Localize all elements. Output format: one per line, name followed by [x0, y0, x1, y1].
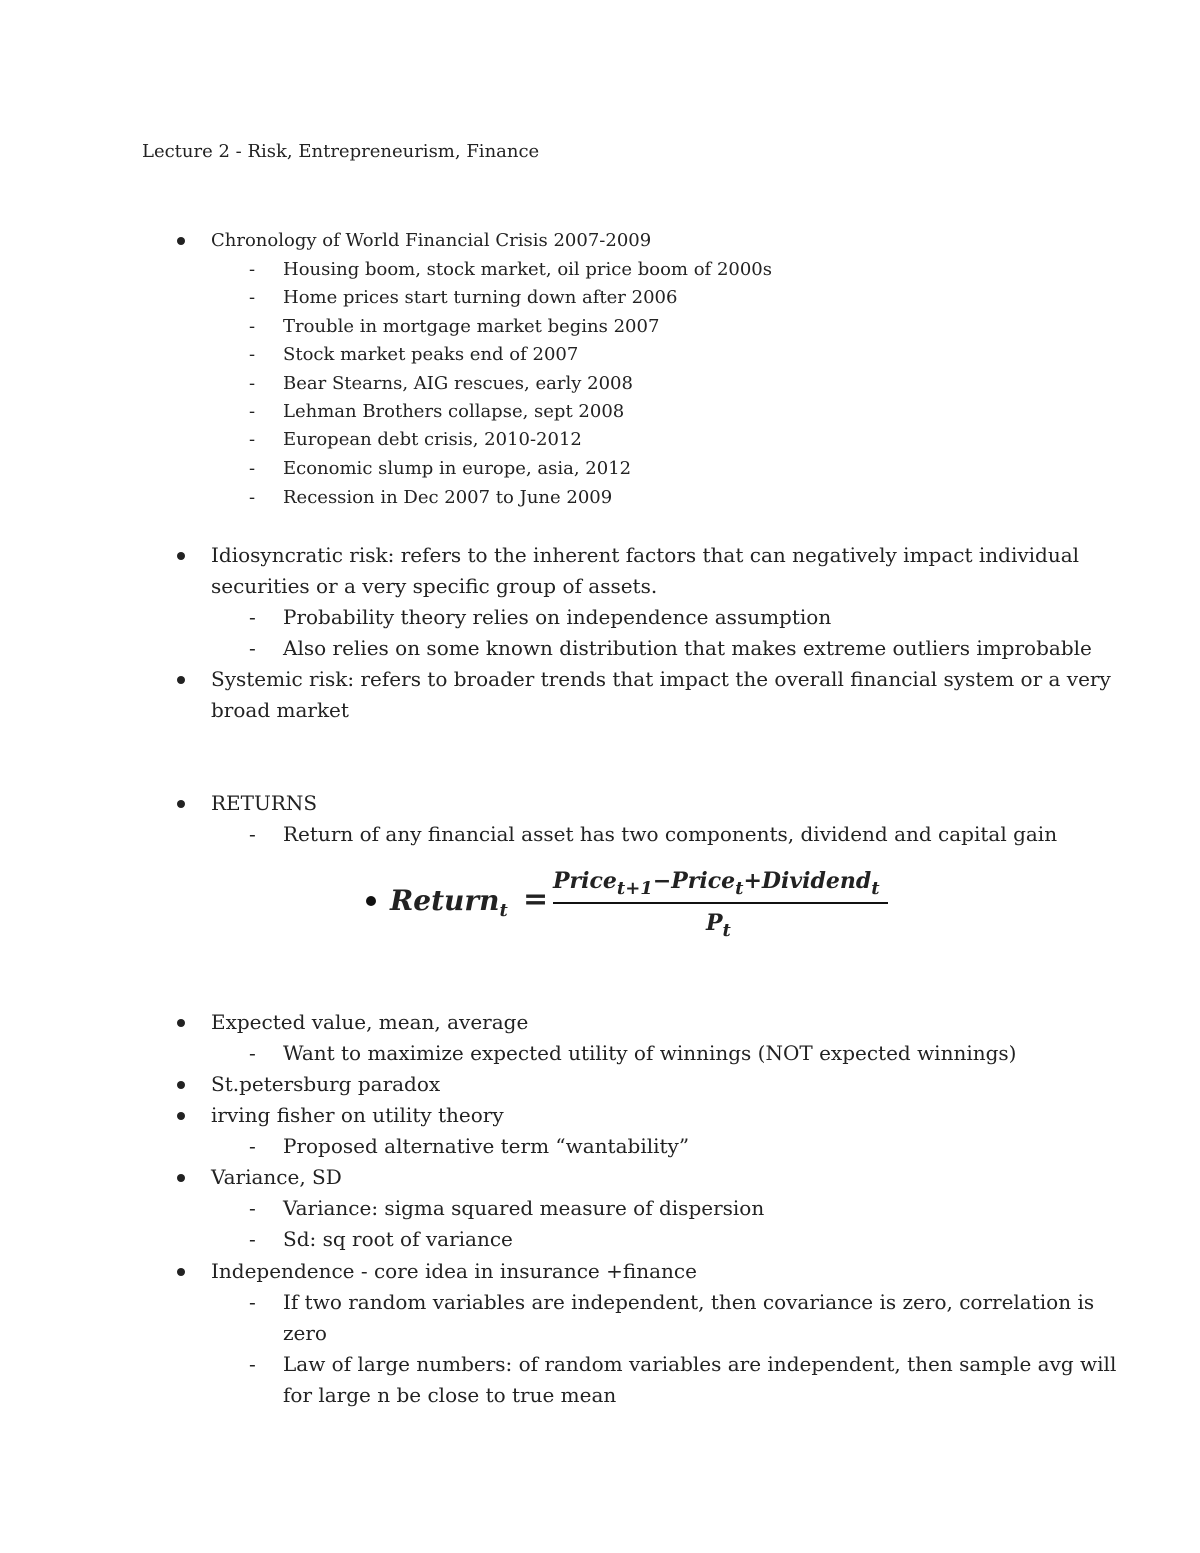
bullet-continuation	[211, 695, 349, 726]
bullet-text: Systemic risk: refers to broader trends that impact the overall financial system or a very	[211, 667, 1111, 691]
list-item-text: If two random variables are independent, then covariance is zero, correlation is	[283, 1290, 1095, 1314]
dash-marker: -	[249, 1041, 256, 1065]
dash-marker: -	[249, 822, 256, 846]
dash-marker: -	[249, 1196, 256, 1220]
list-item-text: zero	[283, 1321, 327, 1345]
dash-marker: -	[249, 287, 256, 308]
dash-marker: -	[249, 1134, 256, 1158]
list-item	[249, 453, 632, 484]
list-item-text: Trouble in mortgage market begins 2007	[283, 316, 660, 337]
bullet-dot	[177, 1174, 185, 1182]
list-item	[249, 633, 1092, 664]
dash-marker: -	[249, 1290, 256, 1314]
bullet-text: broad market	[211, 698, 349, 722]
bullet-dot	[177, 676, 185, 684]
bullet-text: Variance, SD	[211, 1165, 342, 1189]
bullet-dot	[177, 1268, 185, 1276]
bullet-returns	[211, 788, 317, 819]
list-item-text: Sd: sq root of variance	[283, 1227, 513, 1251]
page-title: Lecture 2 - Risk, Entrepreneurism, Finance	[142, 141, 540, 162]
bullet-text: Chronology of World Financial Crisis 2007-2009	[211, 230, 652, 251]
bullet-text: St.petersburg paradox	[211, 1072, 441, 1096]
bullet-systemic	[211, 664, 1111, 695]
bullet-continuation	[211, 571, 657, 602]
list-item	[249, 339, 579, 370]
bullet-text: Independence - core idea in insurance +finance	[211, 1259, 697, 1283]
dash-marker: -	[249, 1352, 256, 1376]
list-item-text: for large n be close to true mean	[283, 1383, 617, 1407]
bullet-dot	[177, 237, 185, 245]
bullet-variance	[211, 1162, 342, 1193]
list-item-text: Law of large numbers: of random variables are independent, then sample avg will	[283, 1352, 1117, 1376]
dash-marker: -	[249, 605, 256, 629]
list-item	[249, 819, 1058, 850]
bullet-st-petersburg	[211, 1069, 440, 1100]
list-item	[249, 311, 660, 342]
dash-marker: -	[249, 636, 256, 660]
bullet-dot	[177, 800, 185, 808]
list-item-text: Proposed alternative term “wantability”	[283, 1134, 690, 1158]
list-item	[249, 1349, 1117, 1380]
list-item	[249, 602, 832, 633]
bullet-independence	[211, 1256, 697, 1287]
list-item	[249, 1224, 513, 1255]
bullet-text: Idiosyncratic risk: refers to the inherent factors that can negatively impact individual	[211, 543, 1080, 567]
bullet-chronology	[211, 225, 651, 256]
bullet-dot	[177, 1081, 185, 1089]
formula-bullet-dot	[366, 896, 376, 906]
formula-lhs: Return$_t$	[390, 884, 508, 921]
dash-marker: -	[249, 401, 256, 422]
formula-denominator: $P_t$	[706, 910, 731, 941]
bullet-text: irving fisher on utility theory	[211, 1103, 504, 1127]
formula-fraction-bar	[553, 902, 888, 904]
list-item-text: Economic slump in europe, asia, 2012	[283, 458, 632, 479]
return-formula	[358, 868, 918, 948]
bullet-dot	[177, 1112, 185, 1120]
list-item	[249, 254, 772, 285]
list-item	[249, 1038, 1017, 1069]
dash-marker: -	[249, 344, 256, 365]
list-item-continuation	[283, 1380, 616, 1411]
dash-marker: -	[249, 1227, 256, 1251]
list-item-text: Bear Stearns, AIG rescues, early 2008	[283, 373, 633, 394]
list-item	[249, 1131, 690, 1162]
list-item	[249, 1287, 1095, 1318]
list-item-text: Stock market peaks end of 2007	[283, 344, 579, 365]
bullet-fisher	[211, 1100, 504, 1131]
list-item	[249, 482, 613, 513]
dash-marker: -	[249, 259, 256, 280]
list-item	[249, 1193, 765, 1224]
formula-equals: =	[523, 882, 549, 917]
bullet-text: Expected value, mean, average	[211, 1010, 529, 1034]
list-item	[249, 396, 625, 427]
list-item-text: Return of any financial asset has two components, dividend and capital gain	[283, 822, 1058, 846]
list-item-continuation	[283, 1318, 327, 1349]
bullet-idiosyncratic	[211, 540, 1079, 571]
dash-marker: -	[249, 487, 256, 508]
bullet-dot	[177, 552, 185, 560]
list-item-text: Also relies on some known distribution that makes extreme outliers improbable	[283, 636, 1092, 660]
list-item	[249, 368, 633, 399]
list-item-text: Recession in Dec 2007 to June 2009	[283, 487, 613, 508]
list-item-text: Probability theory relies on independence assumption	[283, 605, 832, 629]
list-item-text: European debt crisis, 2010-2012	[283, 429, 582, 450]
list-item-text: Home prices start turning down after 2006	[283, 287, 678, 308]
bullet-dot	[177, 1019, 185, 1027]
dash-marker: -	[249, 429, 256, 450]
bullet-expected-value	[211, 1007, 528, 1038]
dash-marker: -	[249, 373, 256, 394]
list-item-text: Lehman Brothers collapse, sept 2008	[283, 401, 625, 422]
list-item	[249, 424, 582, 455]
list-item-text: Housing boom, stock market, oil price boom of 2000s	[283, 259, 772, 280]
bullet-text: RETURNS	[211, 791, 318, 815]
list-item-text: Variance: sigma squared measure of dispersion	[283, 1196, 765, 1220]
list-item	[249, 282, 678, 313]
formula-numerator: Price$_{t+1}$−Price$_t$+Dividend$_t$	[553, 868, 880, 899]
list-item-text: Want to maximize expected utility of winnings (NOT expected winnings)	[283, 1041, 1017, 1065]
dash-marker: -	[249, 458, 256, 479]
dash-marker: -	[249, 316, 256, 337]
bullet-text: securities or a very specific group of assets.	[211, 574, 658, 598]
